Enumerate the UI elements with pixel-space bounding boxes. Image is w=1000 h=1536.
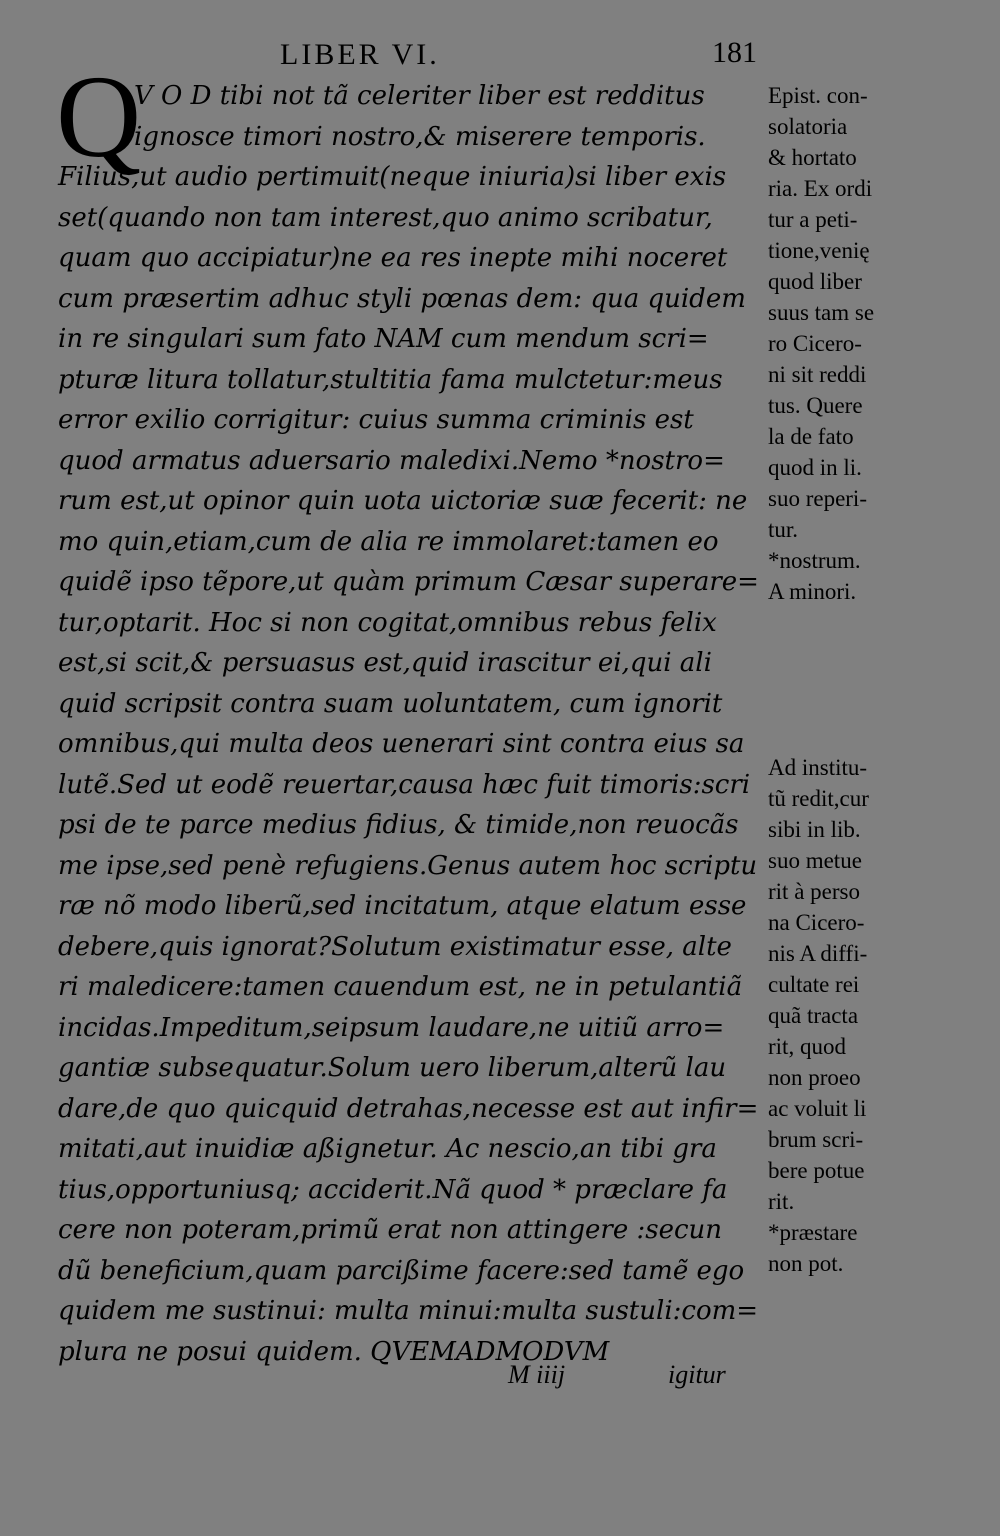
- text-line: dũ beneficium,quam parcißime facere:sed tamẽ ego: [58, 1255, 745, 1286]
- margin-note-line: suus tam se: [768, 300, 875, 325]
- margin-note-line: nis A diffi-: [768, 941, 868, 966]
- text-line: est,si scit,& persuasus est,quid irascitur ei,qui ali: [58, 648, 712, 678]
- text-line: psi de te parce medius fidius, & timide,non reuocãs: [58, 810, 739, 840]
- text-line: dare,de quo quicquid detrahas,necesse est aut infir=: [58, 1093, 759, 1124]
- margin-note-line: na Cicero-: [768, 910, 865, 935]
- text-line: ri maledicere:tamen cauendum est, ne in petulantiã: [58, 972, 743, 1002]
- margin-note-line: non proeo: [768, 1065, 861, 1090]
- margin-note-line: sibi in lib.: [768, 817, 861, 842]
- drop-cap-initial: Q: [56, 51, 142, 182]
- margin-note-line: quã tracta: [768, 1003, 859, 1028]
- text-line: cum præsertim adhuc styli pœnas dem: qua quidem: [58, 283, 746, 314]
- margin-note-line: *præstare: [768, 1220, 858, 1245]
- text-line: mo quin,etiam,cum de alia re immolaret:tamen eo: [58, 526, 719, 557]
- text-line: quidem me sustinui: multa minui:multa sustuli:com=: [58, 1296, 759, 1326]
- text-line: rum est,ut opinor quin uota uictoriæ suæ fecerit: ne: [58, 486, 748, 516]
- margin-note-line: quod liber: [768, 269, 862, 294]
- margin-note-line: Ad institu-: [768, 755, 868, 780]
- footer-line: [0, 1360, 1000, 1400]
- margin-note-line: cultate rei: [768, 972, 860, 997]
- text-line: lutẽ.Sed ut eodẽ reuertar,causa hæc fuit timoris:scri: [58, 769, 751, 800]
- margin-note-line: suo reperi-: [768, 486, 867, 511]
- text-line: V O D tibi not tã celeriter liber est redditus: [134, 81, 705, 111]
- page-number: 181: [712, 36, 757, 69]
- margin-note-line: suo metue: [768, 848, 862, 873]
- text-line: error exilio corrigitur: cuius summa criminis est: [58, 405, 694, 435]
- margin-note-line: ria. Ex ordi: [768, 176, 873, 201]
- text-line: Filius,ut audio pertimuit(neque iniuria)si liber exis: [58, 162, 727, 192]
- margin-note-line: ac voluit li: [768, 1096, 867, 1121]
- margin-note-line: rit à perso: [768, 879, 860, 904]
- text-line: debere,quis ignorat?Solutum existimatur esse, alte: [58, 931, 732, 962]
- text-line: incidas.Impeditum,seipsum laudare,ne uitiũ arro=: [58, 1012, 725, 1043]
- text-line: in re singulari sum fato NAM cum mendum scri=: [58, 324, 709, 354]
- margin-note-line: ni sit reddi: [768, 362, 867, 387]
- text-line: tur,optarit. Hoc si non cogitat,omnibus rebus felix: [58, 607, 717, 638]
- text-line: ignosce timori nostro,& miserere temporis.: [134, 121, 706, 152]
- main-text-column: [58, 76, 758, 1372]
- text-line: ræ nõ modo liberũ,sed incitatum, atque elatum esse: [58, 891, 747, 921]
- text-line: quam quo accipiatur)ne ea res inepte mihi noceret: [58, 243, 728, 273]
- margin-note-line: Epist. con-: [768, 83, 868, 108]
- margin-note-line: A minori.: [768, 579, 857, 604]
- text-line: pturæ litura tollatur,stultitia fama mulctetur:meus: [58, 364, 723, 395]
- running-header: LIBER VI.: [280, 38, 440, 71]
- margin-note-line: la de fato: [768, 424, 854, 449]
- text-line: omnibus,qui multa deos uenerari sint contra eius sa: [58, 729, 745, 759]
- margin-note-line: rit.: [768, 1189, 795, 1214]
- text-line: cere non poteram,primũ erat non attingere :secun: [58, 1215, 723, 1245]
- margin-note-line: rit, quod: [768, 1034, 846, 1059]
- text-line: quidẽ ipso tẽpore,ut quàm primum Cæsar superare=: [58, 567, 759, 597]
- margin-note-line: bere potue: [768, 1158, 865, 1183]
- catchword: igitur: [668, 1360, 726, 1389]
- margin-note-line: solatoria: [768, 114, 848, 139]
- margin-note-summary: [768, 80, 928, 607]
- margin-note-line: brum scri-: [768, 1127, 864, 1152]
- text-line: tius,opportuniusq; acciderit.Nã quod * præclare fa: [58, 1174, 728, 1205]
- margin-note-line: tur.: [768, 517, 799, 542]
- margin-note-line: tus. Quere: [768, 393, 863, 418]
- margin-note-line: & hortato: [768, 145, 857, 170]
- margin-note-line: tur a peti-: [768, 207, 858, 232]
- margin-note-line: non pot.: [768, 1251, 844, 1276]
- text-line: plura ne posui quidem. QVEMADMODVM: [58, 1336, 610, 1367]
- margin-note-commentary: [768, 752, 928, 1279]
- margin-note-line: ro Cicero-: [768, 331, 862, 356]
- margin-note-line: tũ redit,cur: [768, 786, 869, 811]
- margin-note-line: *nostrum.: [768, 548, 861, 573]
- text-line: mitati,aut inuidiæ aßignetur. Ac nescio,an tibi gra: [58, 1134, 717, 1164]
- text-line: quod armatus aduersario maledixi.Nemo *nostro=: [58, 445, 725, 476]
- text-line: gantiæ subsequatur.Solum uero liberum,alterũ lau: [58, 1053, 727, 1083]
- signature-mark: M iiij: [508, 1360, 566, 1389]
- text-line: me ipse,sed penè refugiens.Genus autem hoc scriptu: [58, 850, 758, 881]
- text-line: quid scripsit contra suam uoluntatem, cum ignorit: [58, 688, 723, 719]
- margin-note-line: tione,venię: [768, 238, 870, 263]
- margin-note-line: quod in li.: [768, 455, 862, 480]
- text-line: set(quando non tam interest,quo animo scribatur,: [58, 202, 713, 233]
